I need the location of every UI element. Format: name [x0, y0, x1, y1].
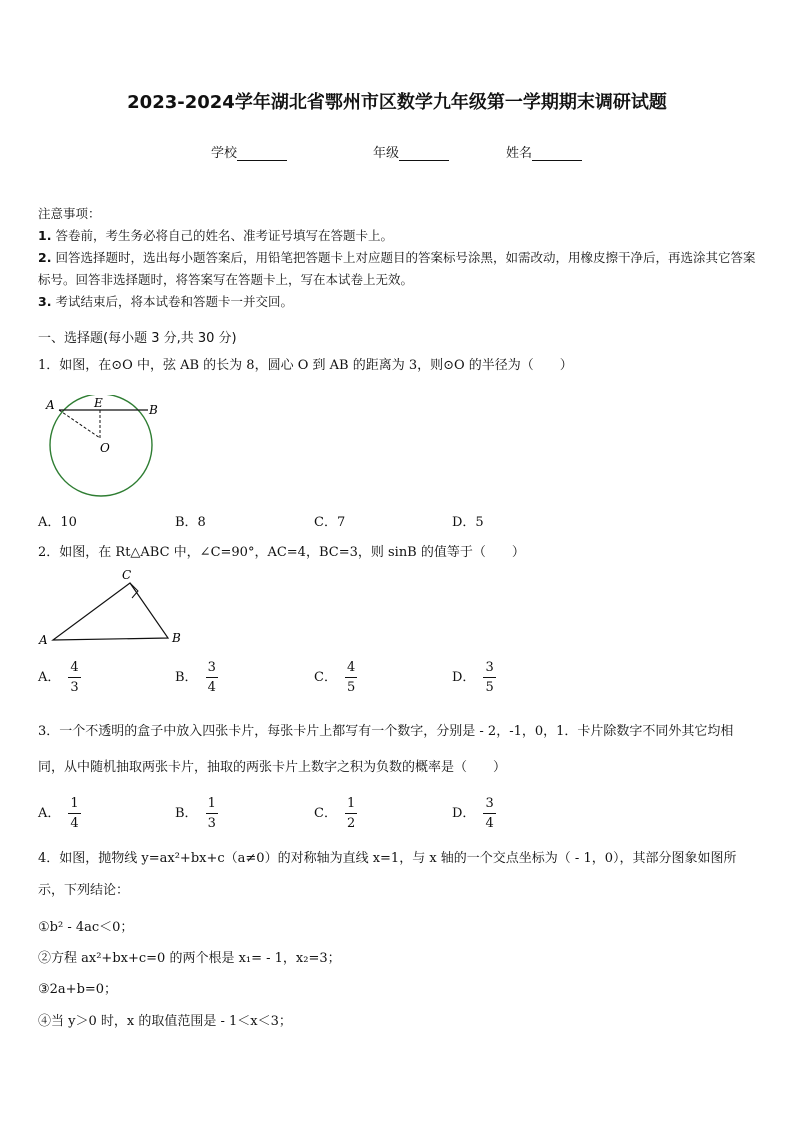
option-letter: A．	[38, 806, 61, 821]
q1-option-d: D．5	[452, 515, 484, 530]
fraction	[345, 660, 357, 695]
numerator: 3	[207, 660, 216, 675]
denominator: 4	[483, 813, 495, 831]
fraction	[68, 796, 80, 831]
q2-option-a	[38, 660, 81, 695]
label-a: A	[39, 633, 48, 647]
numerator: 1	[207, 796, 216, 811]
q4-statement-1: ①b² - 4ac＜0；	[38, 920, 134, 935]
numerator: 1	[346, 796, 356, 811]
question-1-figure	[40, 395, 170, 500]
name-label: 姓名	[506, 146, 533, 161]
q4-statement-2: ②方程 ax²+bx+c=0 的两个根是 x₁= - 1，x₂=3；	[38, 951, 341, 966]
notes-item-1	[38, 225, 758, 247]
denominator: 5	[345, 677, 357, 695]
q1-option-b: B．8	[175, 515, 206, 530]
q4-statement-4: ④当 y＞0 时，x 的取值范围是 - 1＜x＜3；	[38, 1014, 292, 1029]
option-letter: D．	[452, 806, 476, 821]
notes-item-num: 1.	[38, 228, 52, 243]
option-letter: A．	[38, 670, 61, 685]
question-3-text: 3．一个不透明的盒子中放入四张卡片，每张卡片上都写有一个数字，分别是 - 2，-1，0，1．卡片除数字不同外其它均相同，从中随机抽取两张卡片，抽取的两张卡片上数字之积为负数的概率是（ ）	[38, 724, 734, 775]
label-e: E	[94, 396, 103, 410]
q2-option-d	[452, 660, 496, 695]
denominator: 3	[206, 813, 218, 831]
school-field	[211, 142, 287, 161]
triangle-abc	[53, 583, 168, 640]
name-blank	[532, 146, 582, 161]
notes-item-text: 答卷前，考生务必将自己的姓名、准考证号填写在答题卡上。	[55, 228, 393, 243]
option-letter: B．	[175, 670, 198, 685]
question-4-text: 4．如图，抛物线 y=ax²+bx+c（a≠0）的对称轴为直线 x=1，与 x 轴的一个交点坐标为（ - 1，0），其部分图象如图所示，下列结论：	[38, 851, 737, 898]
label-b: B	[172, 631, 181, 645]
grade-field	[373, 142, 449, 161]
label-o: O	[100, 441, 110, 455]
q3-option-a	[38, 796, 81, 831]
numerator: 4	[346, 660, 356, 675]
numerator: 3	[485, 796, 494, 811]
question-1-text: 1．如图，在⊙O 中，弦 AB 的长为 8，圆心 O 到 AB 的距离为 3，则⊙O 的半径为（ ）	[38, 358, 573, 373]
denominator: 4	[68, 813, 80, 831]
name-field	[506, 142, 582, 161]
question-2-text: 2．如图，在 Rt△ABC 中，∠C=90°，AC=4，BC=3，则 sinB 的值等于（ ）	[38, 545, 525, 560]
notes-heading: 注意事项：	[38, 206, 101, 221]
option-letter: C．	[314, 806, 337, 821]
q2-option-b	[175, 660, 218, 695]
denominator: 5	[483, 677, 495, 695]
notes-item-num: 2.	[38, 250, 52, 265]
school-blank	[237, 146, 287, 161]
notes-block	[38, 203, 758, 313]
fraction	[483, 660, 495, 695]
q4-statement-3: ③2a+b=0；	[38, 982, 118, 997]
page-title: 2023-2024学年湖北省鄂州市区数学九年级第一学期期末调研试题	[127, 92, 667, 113]
notes-item-num: 3.	[38, 294, 52, 309]
notes-item-3	[38, 291, 758, 313]
numerator: 1	[70, 796, 79, 811]
grade-blank	[399, 146, 449, 161]
option-letter: C．	[314, 670, 337, 685]
fraction	[68, 660, 80, 695]
q2-option-c	[314, 660, 357, 695]
q3-option-b	[175, 796, 218, 831]
option-letter: B．	[175, 806, 198, 821]
radius-oa	[59, 410, 100, 438]
fraction	[483, 796, 495, 831]
label-a: A	[46, 398, 55, 412]
q1-option-c: C．7	[314, 515, 346, 530]
fraction	[345, 796, 357, 831]
notes-item-text: 考试结束后，将本试卷和答题卡一并交回。	[55, 294, 293, 309]
label-c: C	[122, 568, 132, 582]
q3-option-d	[452, 796, 496, 831]
denominator: 2	[345, 813, 357, 831]
q3-option-c	[314, 796, 357, 831]
section-heading: 一、选择题(每小题 3 分,共 30 分)	[38, 331, 237, 346]
notes-item-2	[38, 247, 758, 291]
numerator: 3	[485, 660, 494, 675]
question-2-figure	[36, 566, 186, 650]
option-letter: D．	[452, 670, 476, 685]
denominator: 4	[206, 677, 218, 695]
fraction	[206, 660, 218, 695]
fraction	[206, 796, 218, 831]
notes-item-text: 回答选择题时，选出每小题答案后，用铅笔把答题卡上对应题目的答案标号涂黑，如需改动，用橡皮擦干净后，再选涂其它答案标号。回答非选择题时，将答案写在答题卡上，写在本试卷上无效。	[38, 250, 756, 287]
q1-option-a: A．10	[38, 515, 77, 530]
label-b: B	[149, 403, 158, 417]
denominator: 3	[68, 677, 80, 695]
school-label: 学校	[211, 146, 238, 161]
grade-label: 年级	[373, 146, 400, 161]
numerator: 4	[70, 660, 79, 675]
